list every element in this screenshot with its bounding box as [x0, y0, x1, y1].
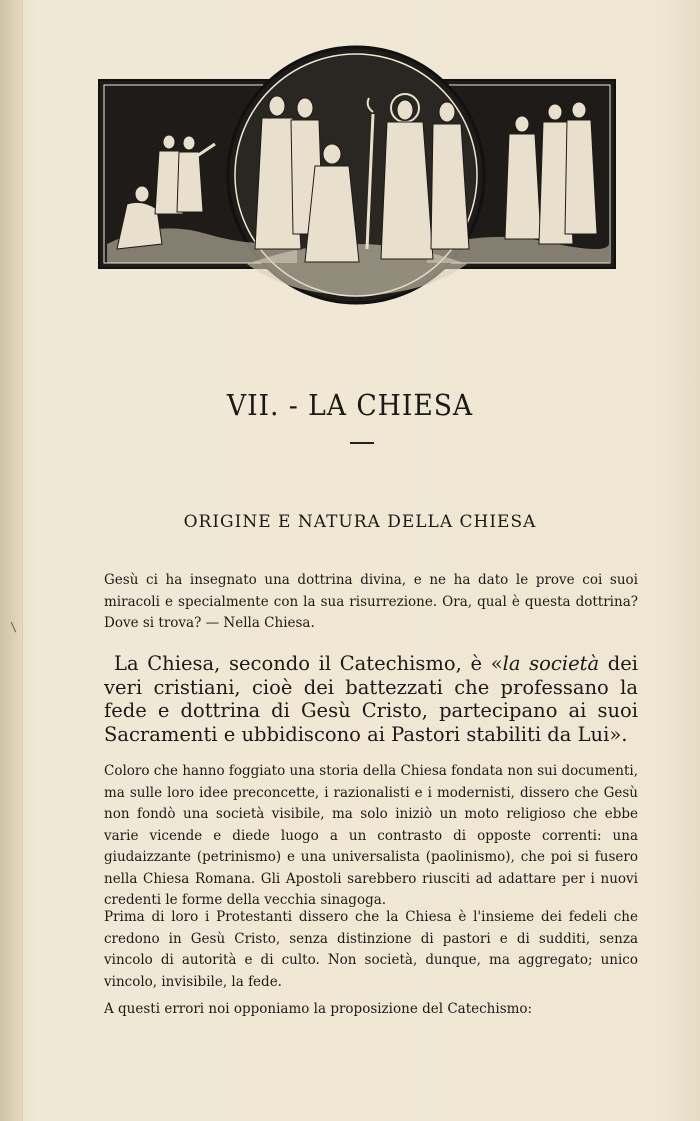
definition-text-end: dei veri cristiani, cioè dei battezzati che professano la fede e dottrina di Gesù Cristo, partecipano ai suoi Sacramenti e ubbidiscono ai Pastori stabiliti da Lui».	[104, 652, 638, 746]
body-paragraph-2: Prima di loro i Protestanti dissero che la Chiesa è l'insieme dei fedeli che credono in Gesù Cristo, senza distinzione di pastori e di sudditi, senza vincolo di autorità e di culto. Non società, dunque, ma aggregato; unico vincolo, invisibile, la fede.	[104, 909, 638, 990]
definition-emphasis: la società	[502, 652, 600, 675]
chapter-title: VII. - LA CHIESA	[226, 388, 474, 422]
title-rule	[350, 442, 374, 444]
header-engraving	[97, 44, 617, 306]
body-paragraph-1: Coloro che hanno foggiato una storia della Chiesa fondata non sui documenti, ma sulle loro idee preconcette, i razionalisti e i modernisti, dissero che Gesù non fondò una società visibile, ma solo iniziò un moto religioso che ebbe varie vicende e diede luogo a un contrasto di opposte correnti: una giudaizzante (petrinismo) e una universalista (paolinismo), che poi si fusero nella Chiesa Romana. Gli Apostoli sarebbero riusciti ad adattare per i nuovi credenti le forme della vecchia sinagoga.	[104, 763, 638, 908]
section-heading: ORIGINE E NATURA DELLA CHIESA	[183, 512, 537, 532]
body-paragraph-3: A questi errori noi opponiamo la proposizione del Catechismo:	[104, 1001, 533, 1017]
definition-paragraph	[104, 652, 638, 746]
margin-mark: \	[10, 620, 18, 634]
intro-paragraph: Gesù ci ha insegnato una dottrina divina, e ne ha dato le prove coi suoi miracoli e specialmente con la sua risurrezione. Ora, qual è questa dottrina? Dove si trova? — Nella Chiesa.	[104, 572, 638, 631]
definition-text-start: La Chiesa, secondo il Catechismo, è «	[114, 652, 503, 675]
binding-edge	[0, 0, 23, 1121]
